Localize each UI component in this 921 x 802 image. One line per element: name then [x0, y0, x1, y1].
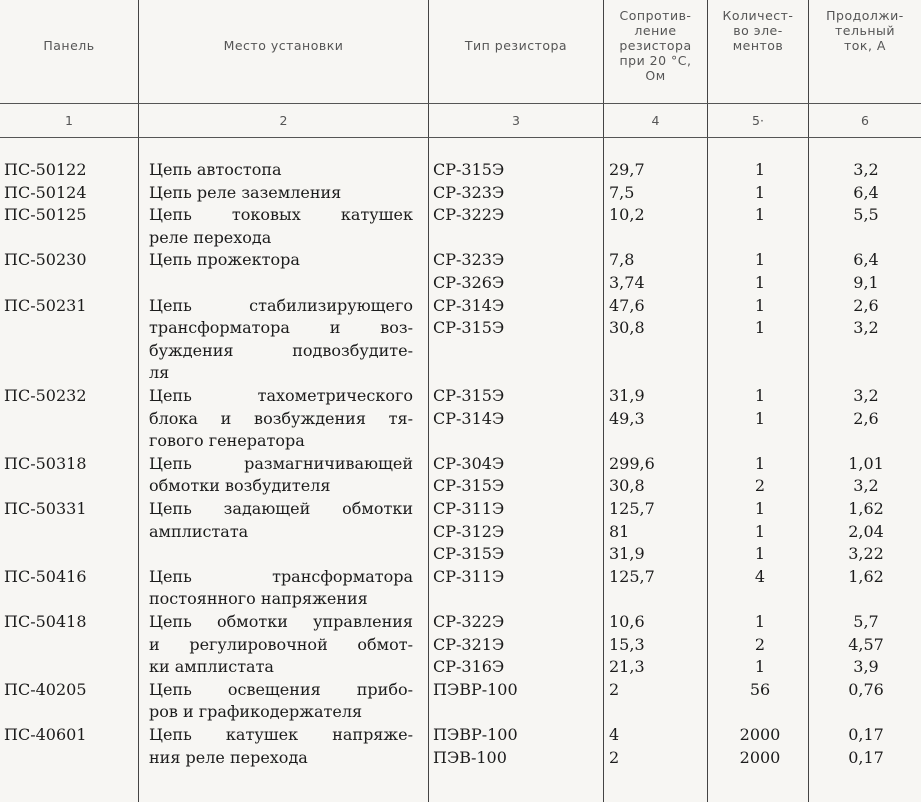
panel-id: ПС-50122	[4, 160, 87, 179]
resistance-value: 125,7	[609, 499, 655, 518]
element-count: 1	[754, 521, 766, 541]
panel-id: ПС-50418	[4, 612, 87, 631]
resistance-value: 21,3	[609, 657, 645, 677]
install-place: и регулировочной обмот-	[149, 634, 413, 654]
element-count: 1	[754, 318, 766, 338]
install-place: Цепь освещения прибо-	[149, 679, 413, 699]
header-resistance: Сопротив- ление резистора при 20 °С, Ом	[619, 8, 692, 83]
resistor-type: СР-314Э	[433, 408, 505, 428]
resistance-value: 15,3	[609, 634, 645, 654]
resistance-value: 10,6	[609, 612, 645, 631]
install-place: постоянного напряжения	[149, 589, 368, 609]
element-count: 1	[754, 657, 766, 677]
column-number: 3	[512, 113, 520, 128]
resistor-type: СР-315Э	[433, 544, 505, 564]
install-place: ля	[149, 363, 170, 383]
resistance-value: 125,7	[609, 566, 655, 586]
resistor-type: СР-326Э	[433, 273, 505, 292]
install-place: Цепь реле заземления	[149, 182, 342, 202]
install-place: амплистата	[149, 521, 249, 541]
resistance-value: 299,6	[609, 453, 655, 473]
column-number: 1	[65, 113, 73, 128]
resistor-type: СР-322Э	[433, 612, 505, 631]
install-place: ния реле перехода	[149, 747, 308, 767]
rated-current: 1,62	[848, 499, 884, 518]
element-count: 56	[749, 679, 771, 699]
header-rule	[0, 103, 921, 104]
panel-id: ПС-50230	[4, 250, 87, 270]
column-number: 2	[279, 113, 288, 128]
resistor-type: СР-315Э	[433, 476, 505, 496]
resistor-type: СР-323Э	[433, 250, 505, 270]
element-count: 2000	[739, 747, 781, 767]
column-number: 4	[651, 113, 660, 128]
install-place: Цепь тахометрического	[149, 386, 413, 405]
resistor-type: ПЭВР-100	[433, 725, 518, 744]
column-number: 5·	[752, 113, 764, 128]
rated-current: 5,5	[853, 205, 879, 225]
resistor-type: СР-311Э	[433, 566, 505, 586]
install-place: реле перехода	[149, 227, 272, 247]
install-place: ров и графикодержателя	[149, 702, 363, 722]
resistance-value: 47,6	[609, 295, 645, 315]
resistor-type: СР-321Э	[433, 634, 505, 654]
element-count: 1	[754, 408, 766, 428]
rated-current: 5,7	[853, 612, 879, 631]
element-count: 2000	[739, 725, 781, 744]
install-place: обмотки возбудителя	[149, 476, 331, 496]
rated-current: 2,6	[853, 408, 879, 428]
resistor-type: СР-322Э	[433, 205, 505, 225]
resistor-type: СР-316Э	[433, 657, 505, 677]
element-count: 1	[754, 386, 766, 405]
resistance-value: 7,8	[609, 250, 635, 270]
resistance-value: 31,9	[609, 544, 645, 564]
install-place: Цепь задающей обмотки	[149, 499, 413, 518]
element-count: 2	[754, 634, 766, 654]
header-place: Место установки	[223, 38, 344, 53]
element-count: 1	[754, 273, 766, 292]
install-place: блока и возбуждения тя-	[149, 408, 413, 428]
rated-current: 9,1	[853, 273, 879, 292]
install-place: Цепь катушек напряже-	[149, 725, 413, 744]
element-count: 1	[754, 205, 766, 225]
resistance-value: 2	[609, 747, 620, 767]
resistance-value: 29,7	[609, 160, 645, 179]
header-panel: Панель	[43, 38, 95, 53]
panel-id: ПС-50318	[4, 453, 87, 473]
rated-current: 1,01	[848, 453, 884, 473]
install-place: Цепь размагничивающей	[149, 453, 413, 473]
install-place: Цепь прожектора	[149, 250, 300, 270]
resistance-value: 4	[609, 725, 620, 744]
header-count: Количест- во эле- ментов	[722, 8, 794, 53]
rated-current: 3,2	[853, 476, 879, 496]
install-place: ки амплистата	[149, 657, 274, 677]
panel-id: ПС-40601	[4, 725, 87, 744]
element-count: 1	[754, 182, 766, 202]
resistance-value: 49,3	[609, 408, 645, 428]
element-count: 1	[754, 612, 766, 631]
install-place: Цепь стабилизирующего	[149, 295, 413, 315]
element-count: 1	[754, 295, 766, 315]
resistor-type: СР-315Э	[433, 386, 505, 405]
install-place: Цепь автостопа	[149, 160, 282, 179]
install-place: буждения подвозбудите-	[149, 340, 413, 360]
resistance-value: 81	[609, 521, 630, 541]
numbers-rule	[0, 137, 921, 138]
rated-current: 3,2	[853, 318, 879, 338]
column-number: 6	[861, 113, 869, 128]
element-count: 2	[754, 476, 766, 496]
panel-id: ПС-50231	[4, 295, 87, 315]
rated-current: 3,2	[853, 386, 879, 405]
rated-current: 3,2	[853, 160, 879, 179]
element-count: 1	[754, 544, 766, 564]
install-place: Цепь трансформатора	[149, 566, 413, 586]
resistor-type: ПЭВ-100	[433, 747, 507, 767]
panel-id: ПС-50124	[4, 182, 87, 202]
element-count: 1	[754, 499, 766, 518]
element-count: 1	[754, 250, 766, 270]
install-place: Цепь токовых катушек	[149, 205, 413, 225]
header-type: Тип резистора	[464, 38, 568, 53]
rated-current: 1,62	[848, 566, 884, 586]
rated-current: 0,17	[848, 747, 884, 767]
resistor-type: СР-304Э	[433, 453, 505, 473]
rated-current: 6,4	[853, 182, 879, 202]
resistance-value: 3,74	[609, 273, 645, 292]
rated-current: 0,17	[848, 725, 884, 744]
resistor-type: СР-315Э	[433, 160, 505, 179]
header-current: Продолжи- тельный ток, А	[826, 8, 904, 53]
install-place: трансформатора и воз-	[149, 318, 413, 338]
element-count: 4	[754, 566, 766, 586]
rated-current: 2,6	[853, 295, 879, 315]
resistance-value: 30,8	[609, 476, 645, 496]
resistance-value: 30,8	[609, 318, 645, 338]
panel-id: ПС-50331	[4, 499, 87, 518]
resistance-value: 10,2	[609, 205, 645, 225]
resistor-type: СР-312Э	[433, 521, 505, 541]
element-count: 1	[754, 160, 766, 179]
rated-current: 2,04	[848, 521, 884, 541]
rated-current: 0,76	[848, 679, 884, 699]
panel-id: ПС-40205	[4, 679, 87, 699]
resistor-type: СР-323Э	[433, 182, 505, 202]
panel-id: ПС-50416	[4, 566, 87, 586]
resistance-value: 7,5	[609, 182, 635, 202]
rated-current: 3,22	[848, 544, 884, 564]
resistor-type: СР-315Э	[433, 318, 505, 338]
install-place: гового генератора	[149, 431, 305, 451]
resistance-value: 2	[609, 679, 620, 699]
rated-current: 6,4	[853, 250, 879, 270]
panel-id: ПС-50232	[4, 386, 87, 405]
install-place: Цепь обмотки управления	[149, 612, 413, 631]
resistance-value: 31,9	[609, 386, 645, 405]
resistor-type: СР-314Э	[433, 295, 505, 315]
resistor-type: ПЭВР-100	[433, 679, 518, 699]
rated-current: 3,9	[853, 657, 879, 677]
element-count: 1	[754, 453, 766, 473]
panel-id: ПС-50125	[4, 205, 87, 225]
resistor-type: СР-311Э	[433, 499, 505, 518]
rated-current: 4,57	[848, 634, 884, 654]
